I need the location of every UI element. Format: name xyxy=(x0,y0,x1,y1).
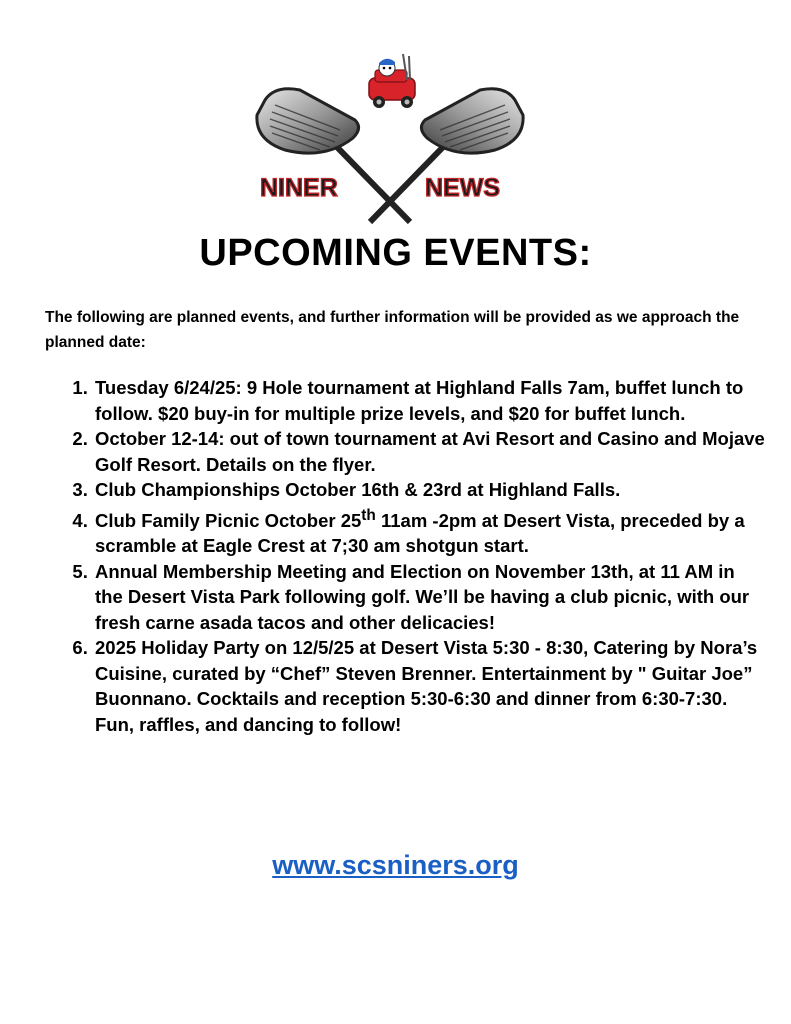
event-item-4: 4. Club Family Picnic October 25th 11am -2pm at Desert Vista, preceded by a scramble at Eagle Crest at 7;30 am shotgun start. xyxy=(93,503,765,559)
events-list xyxy=(45,375,765,737)
logo-news-text: NEWS xyxy=(425,174,500,202)
niner-news-logo xyxy=(245,50,535,225)
event-item-5: 5. Annual Membership Meeting and Election on November 13th, at 11 AM in the Desert Vista Park following golf. We’ll be having a club picnic, with our fresh carne asada tacos and other delicacies! xyxy=(93,559,765,636)
logo-niner-text: NINER xyxy=(260,174,338,202)
event-item-2: 2. October 12-14: out of town tournament at Avi Resort and Casino and Mojave Golf Resort. Details on the flyer. xyxy=(93,426,765,477)
intro-paragraph: The following are planned events, and further information will be provided as we approach the planned date: xyxy=(45,309,740,351)
website-container xyxy=(0,850,791,881)
ordinal-suffix: th xyxy=(361,506,376,524)
event-item-3: 3. Club Championships October 16th & 23rd at Highland Falls. xyxy=(93,477,765,503)
event-item-6: 6. 2025 Holiday Party on 12/5/25 at Desert Vista 5:30 - 8:30, Catering by Nora’s Cuisine, curated by “Chef” Steven Brenner. Entertainment by " Guitar Joe” Buonnano. Cocktails and reception 5:30-6:30 and dinner from 6:30-7:30. Fun, raffles, and dancing to follow! xyxy=(93,635,765,737)
golf-cart-icon xyxy=(369,54,415,108)
website-link[interactable]: www.scsniners.org xyxy=(272,850,519,880)
golf-clubs-logo-icon xyxy=(245,50,535,225)
page-title: UPCOMING EVENTS: xyxy=(199,232,592,274)
event-item-1: 1. Tuesday 6/24/25: 9 Hole tournament at Highland Falls 7am, buffet lunch to follow. $20 buy-in for multiple prize levels, and $20 for buffet lunch. xyxy=(93,375,765,426)
